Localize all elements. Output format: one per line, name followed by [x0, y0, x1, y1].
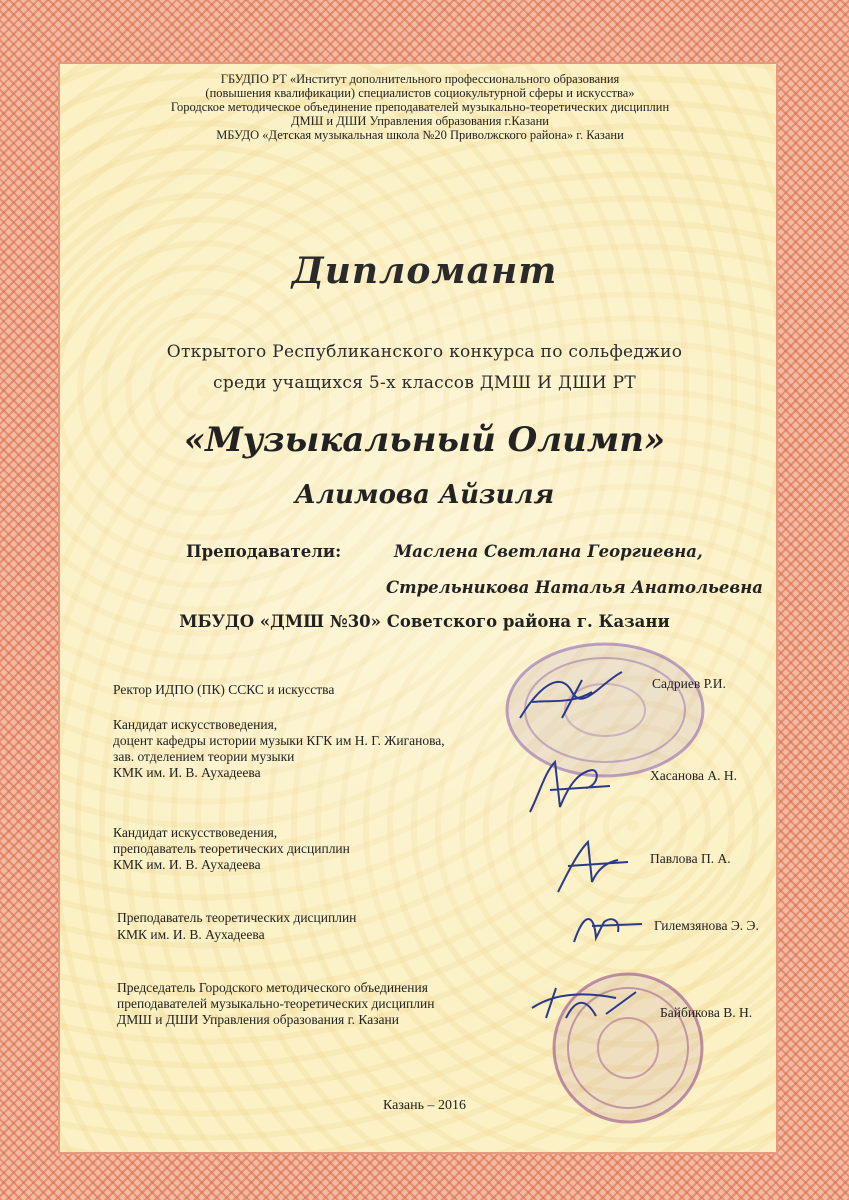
signature-baybikova	[526, 978, 646, 1028]
teachers-label: Преподаватели:	[186, 542, 342, 561]
signatory-5-name: Байбикова В. Н.	[660, 1005, 753, 1020]
header-line-3: Городское методическое объединение преподавателей музыкально-теоретических дисциплин	[170, 100, 670, 114]
header-line-4: ДМШ и ДШИ Управления образования г.Казани	[291, 114, 549, 128]
signatory-3-position-1: Кандидат искусствоведения,	[113, 825, 278, 840]
signatory-1-position: Ректор ИДПО (ПК) ССКС и искусства	[113, 682, 335, 697]
signatory-3-position-2: преподаватель теоретических дисциплин	[113, 841, 350, 856]
header-line-5: МБУДО «Детская музыкальная школа №20 Приволжского района» г. Казани	[216, 128, 624, 142]
contest-line-1: Открытого Республиканского конкурса по сольфеджио	[166, 342, 683, 362]
signatory-5-position-2: преподавателей музыкально-теоретических дисциплин	[117, 996, 435, 1011]
school-name: МБУДО «ДМШ №30» Советского района г. Казани	[179, 612, 670, 631]
contest-name: «Музыкальный Олимп»	[183, 420, 666, 460]
signature-pavlova	[548, 832, 638, 902]
contest-line-2: среди учащихся 5-х классов ДМШ И ДШИ РТ	[213, 373, 636, 393]
signatory-2-position-2: доцент кафедры истории музыки КГК им Н. Г. Жиганова,	[113, 733, 445, 748]
signatory-2-position-3: зав. отделением теории музыки	[113, 749, 295, 764]
signatory-5-position-3: ДМШ и ДШИ Управления образования г. Казани	[117, 1012, 399, 1027]
signatory-3-name: Павлова П. А.	[650, 851, 731, 866]
signature-khasanova	[520, 752, 620, 822]
signatory-1-name: Садриев Р.И.	[652, 676, 726, 691]
signatory-4-position-2: КМК им. И. В. Аухадеева	[117, 927, 265, 942]
signature-sadriev	[512, 662, 632, 732]
signatory-4-name: Гилемзянова Э. Э.	[654, 918, 759, 933]
city-year: Казань – 2016	[383, 1098, 466, 1113]
signatory-2-position-4: КМК им. И. В. Аухадеева	[113, 765, 261, 780]
signatory-2-name: Хасанова А. Н.	[650, 768, 738, 783]
student-name: Алимова Айзиля	[294, 480, 555, 510]
header-line-1: ГБУДПО РТ «Институт дополнительного профессионального образования	[220, 72, 620, 86]
signature-gilemzyanova	[568, 902, 648, 952]
signatory-4-position-1: Преподаватель теоретических дисциплин	[117, 910, 357, 925]
header-line-2: (повышения квалификации) специалистов социокультурной сферы и искусства»	[205, 86, 635, 100]
teacher-1: Маслена Светлана Георгиевна,	[394, 542, 703, 561]
signatory-3-position-3: КМК им. И. В. Аухадеева	[113, 857, 261, 872]
signatory-2-position-1: Кандидат искусствоведения,	[113, 717, 278, 732]
signatory-5-position-1: Председатель Городского методического объединения	[117, 980, 428, 995]
diploma-title: Дипломант	[291, 250, 558, 292]
teacher-2: Стрельникова Наталья Анатольевна	[386, 578, 763, 597]
